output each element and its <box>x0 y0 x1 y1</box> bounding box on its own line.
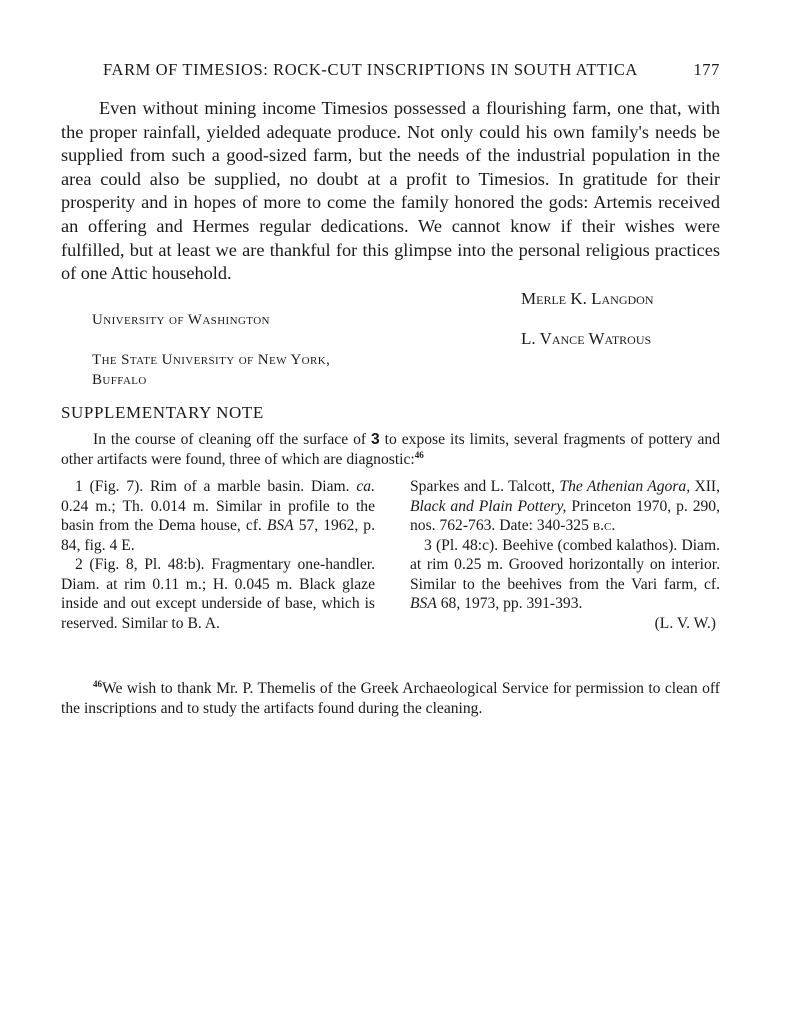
item-2-book-title: The Athenian Agora, <box>559 478 695 495</box>
footnote <box>61 679 720 718</box>
item-1-text-b: 0.24 m.; Th. 0.014 m. Similar in profile to the basin from the Dema house, cf. <box>61 497 375 534</box>
footnote-text: We wish to thank Mr. P. Themelis of the Greek Archaeological Service for permission to clean off the inscriptions and to study the artifacts found during the cleaning. <box>61 680 720 717</box>
right-column <box>410 477 720 633</box>
item-1-text-a: 1 (Fig. 7). Rim of a marble basin. Diam. <box>75 478 357 495</box>
page-number: 177 <box>693 60 720 79</box>
author-affiliation-2 <box>92 350 330 390</box>
running-title: FARM OF TIMESIOS: ROCK-CUT INSCRIPTIONS IN SOUTH ATTICA <box>103 60 638 79</box>
intro-text-b: to expose its limits, several fragments of pottery and other artifacts were found, three of which are diagnostic: <box>61 431 721 468</box>
item-3-text-a: 3 (Pl. 48:c). Beehive (combed kalathos). Diam. at rim 0.25 m. Grooved horizontally on interior. Similar to the beehives from the Vari farm, cf. <box>410 536 720 593</box>
item-1-text-c: 57, 1962, p. 84, fig. 4 E. <box>61 517 375 554</box>
item-2: 2 (Fig. 8, Pl. 48:b). Fragmentary one-handler. Diam. at rim 0.11 m.; H. 0.045 m. Black glaze inside and out except underside of base, which is reserved. Similar to B. A. <box>61 556 375 632</box>
affiliation-line-2: Buffalo <box>92 372 147 388</box>
item-1-journal: BSA <box>266 517 294 534</box>
author-name-2: L. Vance Watrous <box>521 329 652 348</box>
author-affiliation-1: University of Washington <box>92 312 270 328</box>
supplementary-intro <box>61 430 720 469</box>
left-column <box>61 477 375 633</box>
item-2-cont-text-a: Sparkes and L. Talcott, <box>410 478 560 495</box>
item-2-book-subtitle: Black and Plain Pottery, <box>410 497 567 515</box>
author-name-1: Merle K. Langdon <box>521 289 654 308</box>
item-2-cont-text-c: Princeton 1970, p. 290, nos. 762-763. Date: 340-325 <box>410 497 720 534</box>
footnote-ref: 46 <box>414 449 424 460</box>
item-1-circa: ca. <box>356 478 375 495</box>
item-3-text-b: 68, 1973, pp. 391-393. <box>436 595 583 612</box>
section-heading: SUPPLEMENTARY NOTE <box>61 403 264 422</box>
item-3-journal: BSA <box>410 595 437 612</box>
intro-text-a: In the course of cleaning off the surface of <box>93 431 372 448</box>
item-2-continued <box>410 477 720 536</box>
footnote-number: 46 <box>93 678 102 689</box>
item-1 <box>61 477 375 555</box>
item-3 <box>410 536 720 614</box>
closing-paragraph: Even without mining income Timesios possessed a flourishing farm, one that, with the proper rainfall, yielded adequate produce. Not only could his own family's needs be supplied from such a good-sized farm, but the needs of the industrial population in the area could also be supplied, no doubt at a profit to Timesios. In gratitude for their prosperity and in hopes of more to come the family honored the gods: Artemis received an offering and Hermes regular dedications. We cannot know if their wishes were fulfilled, but at least we are thankful for this glimpse into the personal religious practices of one Attic household. <box>61 98 720 284</box>
item-2-era: b.c. <box>592 517 616 534</box>
affiliation-line-1: The State University of New York, <box>92 352 331 368</box>
inscription-number: 3 <box>371 431 380 448</box>
signoff-initials: (L. V. W.) <box>654 614 716 632</box>
item-2-cont-text-b: XII, <box>694 478 720 495</box>
